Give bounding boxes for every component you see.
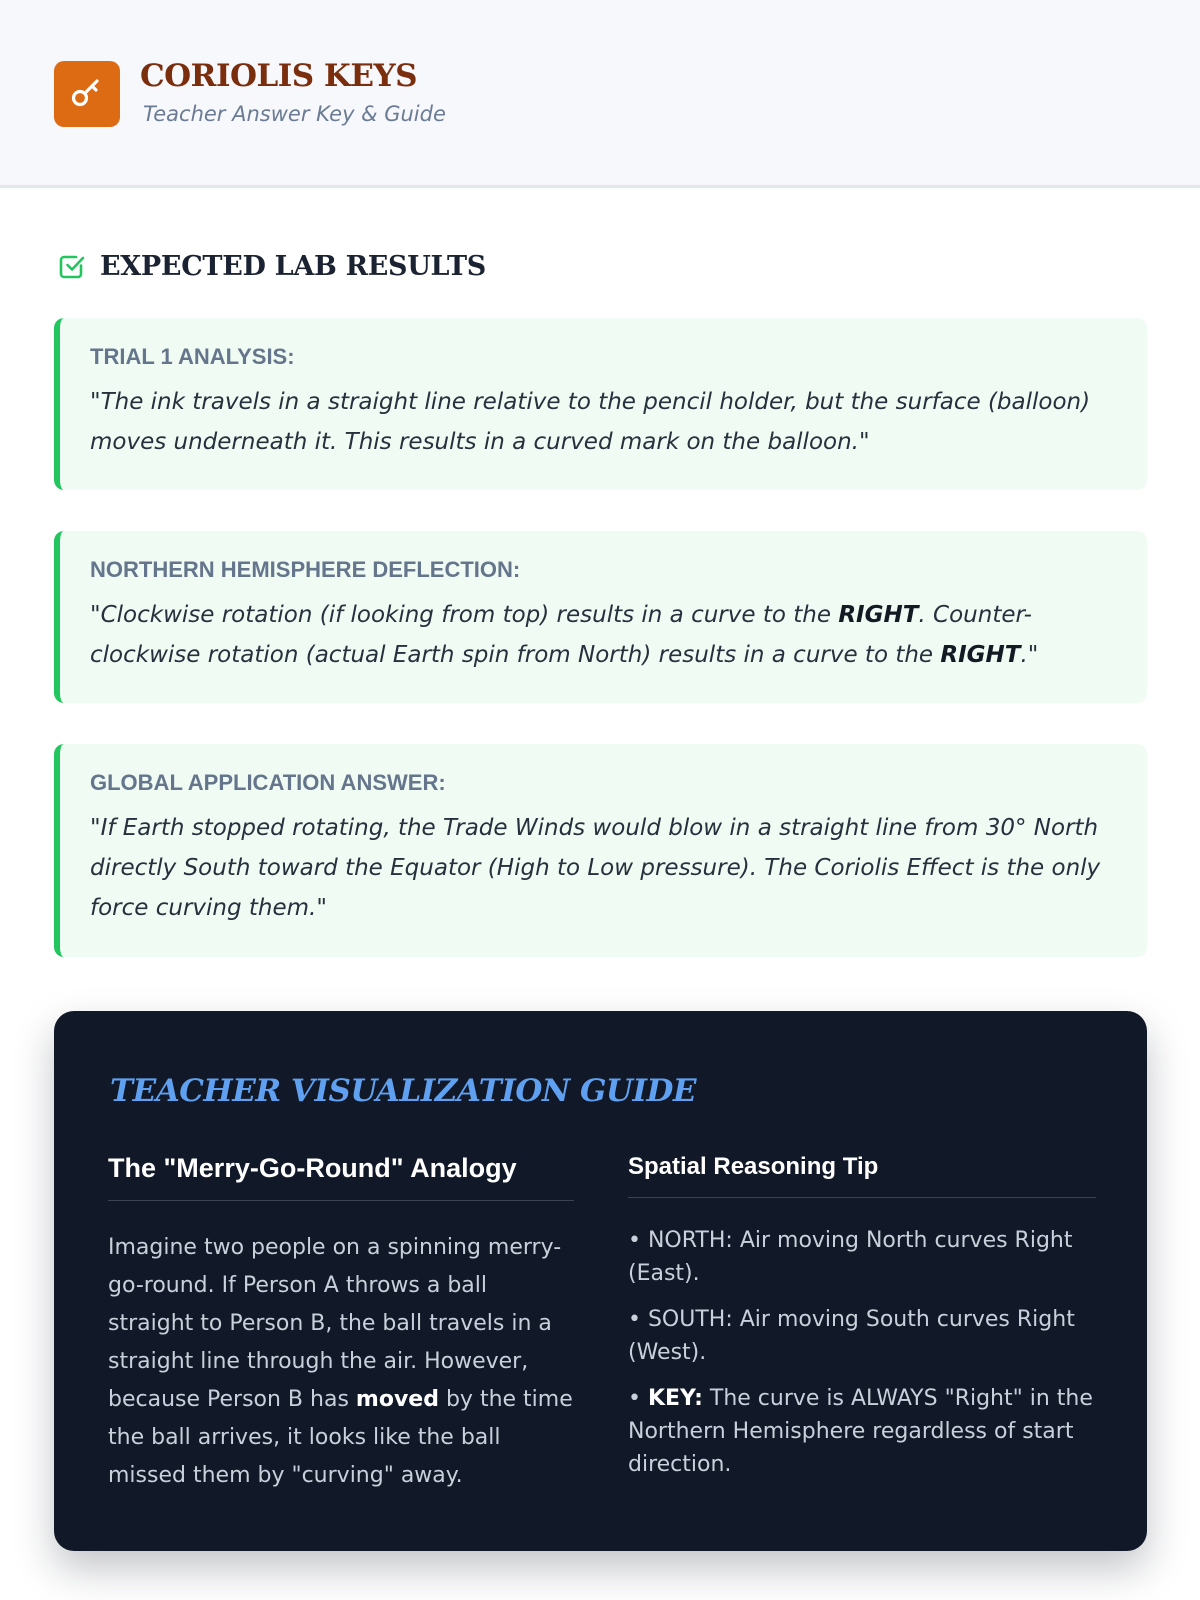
analogy-text-part: Imagine two people on a spinning merry-go-round. If Person A throws a ball straight to Person B, the ball travels in a straight line through the air. However, because Person B has: [108, 1235, 562, 1412]
result-label: GLOBAL APPLICATION ANSWER:: [90, 770, 446, 795]
result-label: NORTHERN HEMISPHERE DEFLECTION:: [90, 557, 521, 582]
analogy-text: [108, 1229, 574, 1495]
page-header: [0, 0, 1200, 188]
quote-text: "Clockwise rotation (if looking from top) results in a curve to the: [90, 602, 839, 628]
logo-badge: [54, 61, 120, 127]
result-card-northern-deflection: [54, 531, 1147, 703]
result-quote: "The ink travels in a straight line relative to the pencil holder, but the surface (balloon) moves underneath it. This results in a curved mark on the balloon.": [90, 389, 1091, 455]
brand-subtitle: Teacher Answer Key & Guide: [143, 102, 446, 126]
tip-key: [628, 1382, 1096, 1481]
brand-title: CORIOLIS KEYS: [140, 58, 418, 94]
emphasis-right: RIGHT: [940, 642, 1021, 668]
tips-heading: Spatial Reasoning Tip: [628, 1153, 1096, 1198]
guide-title: TEACHER VISUALIZATION GUIDE: [110, 1073, 696, 1109]
analogy-emphasis: moved: [355, 1387, 439, 1412]
section-title: EXPECTED LAB RESULTS: [100, 250, 486, 282]
tips-list: [628, 1224, 1096, 1481]
tip-south: • SOUTH: Air moving South curves Right (West).: [628, 1307, 1075, 1365]
result-card-trial-1: [54, 318, 1147, 490]
emphasis-right: RIGHT: [838, 602, 919, 628]
tip-bullet: •: [628, 1386, 648, 1411]
result-label: TRIAL 1 ANALYSIS:: [90, 344, 295, 369]
section-heading: [56, 250, 486, 282]
visualization-guide-panel: [54, 1011, 1147, 1551]
result-quote: "If Earth stopped rotating, the Trade Winds would blow in a straight line from 30° North directly South toward the Equator (High to Low pressure). The Coriolis Effect is the only force curving them.": [90, 815, 1101, 921]
result-card-global-application: [54, 744, 1147, 957]
analogy-heading: The "Merry-Go-Round" Analogy: [108, 1153, 574, 1201]
tip-north: • NORTH: Air moving North curves Right (East).: [628, 1228, 1073, 1286]
analogy-column: [108, 1153, 574, 1495]
key-icon: [68, 73, 106, 116]
tip-key-text: The curve is ALWAYS "Right" in the Northern Hemisphere regardless of start direction.: [628, 1386, 1093, 1477]
analogy-text-part: by the time the ball arrives, it looks like the ball missed them by "curving" away.: [108, 1387, 573, 1488]
checkbox-icon: [56, 250, 88, 282]
quote-text: .": [1020, 642, 1039, 668]
tips-column: [628, 1153, 1096, 1494]
tip-key-label: KEY:: [647, 1386, 703, 1411]
quote-text: . Counter-clockwise rotation (actual Earth spin from North) results in a curve to the: [90, 602, 1032, 668]
result-quote: [90, 595, 1111, 675]
